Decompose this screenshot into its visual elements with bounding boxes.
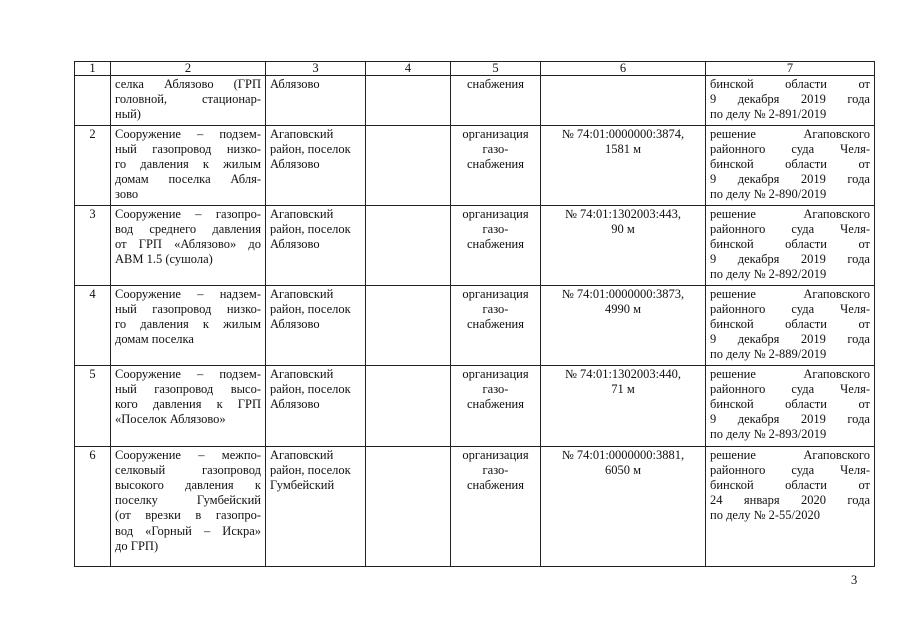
cell-line: бинской области от (710, 478, 870, 493)
cell-line: Сооружение – межпо- (115, 447, 261, 462)
column-4-cell (366, 446, 451, 566)
table-body (75, 76, 875, 567)
organization-cell (451, 76, 541, 126)
cell-line: 9 декабря 2019 года (710, 172, 870, 187)
cell-line: газо- (482, 381, 509, 396)
cell-line: районного суда Челя- (710, 462, 870, 477)
table-row (75, 125, 875, 205)
cadastral-cell (541, 365, 706, 446)
cadastral-cell (541, 446, 706, 566)
cell-line: ный газопровод низко- (115, 301, 261, 316)
cell-line: районного суда Челя- (710, 221, 870, 236)
cadastral-cell (541, 205, 706, 285)
cell-line: кого давления к ГРП (115, 397, 261, 412)
cell-line: снабжения (467, 397, 524, 412)
cell-line: бинской области от (710, 237, 870, 252)
cell-line: по делу № 2-892/2019 (710, 267, 827, 282)
cell-line: Сооружение – газопро- (115, 206, 261, 221)
cell-line: ный газопровод низко- (115, 141, 261, 156)
cell-line: бинской области от (710, 77, 870, 91)
cell-line: организация (462, 447, 529, 462)
cell-line: Гумбейский (270, 478, 335, 493)
cell-line: Аблязово (270, 157, 320, 172)
table-row (75, 205, 875, 285)
header-row (75, 62, 875, 76)
cell-line: бинской области от (710, 317, 870, 332)
cell-line: домам поселка Абля- (115, 172, 261, 187)
court-decision-cell (706, 125, 875, 205)
cell-line: решение Агаповского (710, 126, 870, 141)
column-header-2: 2 (111, 62, 266, 76)
description-cell (111, 76, 266, 126)
cell-line: 6050 м (604, 462, 642, 477)
cell-line: головной, стационар- (115, 92, 261, 107)
cell-line: по делу № 2-890/2019 (710, 187, 827, 202)
table-row (75, 446, 875, 566)
cell-line: № 74:01:1302003:440, (564, 366, 682, 381)
number-cell: 5 (75, 365, 111, 446)
cell-line: селковый газопровод (115, 462, 261, 477)
cell-line: «Поселок Аблязово» (115, 412, 226, 427)
cell-line: 24 января 2020 года (710, 493, 870, 508)
cell-line: Сооружение – подзем- (115, 126, 261, 141)
cell-line: решение Агаповского (710, 206, 870, 221)
page-number: 3 (851, 573, 858, 587)
cell-line: по делу № 2-891/2019 (710, 107, 827, 122)
column-4-cell (366, 365, 451, 446)
table-row (75, 365, 875, 446)
cell-line: до ГРП) (115, 538, 159, 553)
cell-line: газо- (482, 301, 509, 316)
column-header-3: 3 (266, 62, 366, 76)
number-cell: 4 (75, 285, 111, 365)
column-4-cell (366, 125, 451, 205)
cell-line: снабжения (467, 157, 524, 172)
description-cell (111, 205, 266, 285)
column-4-cell (366, 205, 451, 285)
column-header-6: 6 (541, 62, 706, 76)
cell-line: бинской области от (710, 397, 870, 412)
cell-line: снабжения (467, 77, 524, 91)
organization-cell (451, 285, 541, 365)
cell-line: решение Агаповского (710, 447, 870, 462)
cell-line: снабжения (467, 317, 524, 332)
cell-line: Сооружение – надзем- (115, 286, 261, 301)
cell-line: № 74:01:0000000:3873, (561, 286, 685, 301)
column-4-cell (366, 285, 451, 365)
cell-line: го давления к жилым (115, 157, 261, 172)
column-header-5: 5 (451, 62, 541, 76)
cell-line: от ГРП «Аблязово» до (115, 237, 261, 252)
cell-line: Сооружение – подзем- (115, 366, 261, 381)
location-cell (266, 285, 366, 365)
cell-line: Аблязово (270, 397, 320, 412)
cell-line: по делу № 2-889/2019 (710, 347, 827, 362)
description-cell (111, 285, 266, 365)
cell-line: домам поселка (115, 332, 194, 347)
cell-line: селка Аблязово (ГРП (115, 77, 261, 91)
location-cell (266, 446, 366, 566)
cell-line: решение Агаповского (710, 286, 870, 301)
cell-line: № 74:01:0000000:3874, (561, 126, 685, 141)
description-cell (111, 365, 266, 446)
cell-line: Агаповский (270, 447, 334, 462)
cell-line: 9 декабря 2019 года (710, 92, 870, 107)
cell-line: ный) (115, 107, 141, 122)
cell-line: район, поселок (270, 381, 351, 396)
cell-line: организация (462, 286, 529, 301)
cell-line: снабжения (467, 478, 524, 493)
cell-line: решение Агаповского (710, 366, 870, 381)
cell-line: газо- (482, 221, 509, 236)
description-cell (111, 125, 266, 205)
cell-line: газо- (482, 141, 509, 156)
cell-line: Аблязово (270, 317, 320, 332)
cell-line: по делу № 2-55/2020 (710, 508, 821, 523)
table-row (75, 76, 875, 126)
cell-line: го давления к жилым (115, 317, 261, 332)
cell-line: район, поселок (270, 301, 351, 316)
cell-line: по делу № 2-893/2019 (710, 427, 827, 442)
column-header-1: 1 (75, 62, 111, 76)
cell-line: 71 м (611, 381, 635, 396)
cell-line: Агаповский (270, 286, 334, 301)
cell-line: районного суда Челя- (710, 141, 870, 156)
location-cell (266, 365, 366, 446)
organization-cell (451, 446, 541, 566)
number-cell: 2 (75, 125, 111, 205)
cell-line: высокого давления к (115, 478, 261, 493)
cell-line: (от врезки в газопро- (115, 508, 261, 523)
location-cell (266, 125, 366, 205)
cell-line: поселку Гумбейский (115, 493, 261, 508)
organization-cell (451, 365, 541, 446)
property-table (74, 61, 875, 567)
organization-cell (451, 125, 541, 205)
cell-line: районного суда Челя- (710, 381, 870, 396)
cell-line: организация (462, 206, 529, 221)
cell-line: районного суда Челя- (710, 301, 870, 316)
cell-line: район, поселок (270, 462, 351, 477)
cell-line: район, поселок (270, 141, 351, 156)
column-4-cell (366, 76, 451, 126)
location-cell (266, 76, 366, 126)
court-decision-cell (706, 446, 875, 566)
cell-line: ный газопровод высо- (115, 381, 261, 396)
cell-line: бинской области от (710, 157, 870, 172)
cell-line: вод «Горный – Искра» (115, 523, 261, 538)
cell-line: 4990 м (604, 301, 642, 316)
organization-cell (451, 205, 541, 285)
court-decision-cell (706, 285, 875, 365)
cell-line: Агаповский (270, 206, 334, 221)
cell-line: № 74:01:1302003:443, (564, 206, 682, 221)
number-cell: 6 (75, 446, 111, 566)
cell-line: район, поселок (270, 221, 351, 236)
court-decision-cell (706, 205, 875, 285)
cell-line: 9 декабря 2019 года (710, 252, 870, 267)
cell-line: 9 декабря 2019 года (710, 412, 870, 427)
cell-line: Агаповский (270, 126, 334, 141)
cell-line: снабжения (467, 237, 524, 252)
cell-line: № 74:01:0000000:3881, (561, 447, 685, 462)
column-header-4: 4 (366, 62, 451, 76)
cell-line: газо- (482, 462, 509, 477)
number-cell: 3 (75, 205, 111, 285)
cell-line: вод среднего давления (115, 221, 261, 236)
cadastral-cell (541, 125, 706, 205)
cell-line: Агаповский (270, 366, 334, 381)
cell-line: Аблязово (270, 77, 320, 91)
cell-line: организация (462, 366, 529, 381)
cell-line: АВМ 1.5 (сушола) (115, 252, 213, 267)
cell-line: Аблязово (270, 237, 320, 252)
cadastral-cell (541, 285, 706, 365)
cell-line: организация (462, 126, 529, 141)
cadastral-cell (541, 76, 706, 126)
cell-line: зово (115, 187, 139, 202)
court-decision-cell (706, 365, 875, 446)
column-header-7: 7 (706, 62, 875, 76)
location-cell (266, 205, 366, 285)
cell-line: 90 м (611, 221, 635, 236)
table-row (75, 285, 875, 365)
description-cell (111, 446, 266, 566)
cell-line: 1581 м (604, 141, 642, 156)
court-decision-cell (706, 76, 875, 126)
number-cell (75, 76, 111, 126)
cell-line: 9 декабря 2019 года (710, 332, 870, 347)
